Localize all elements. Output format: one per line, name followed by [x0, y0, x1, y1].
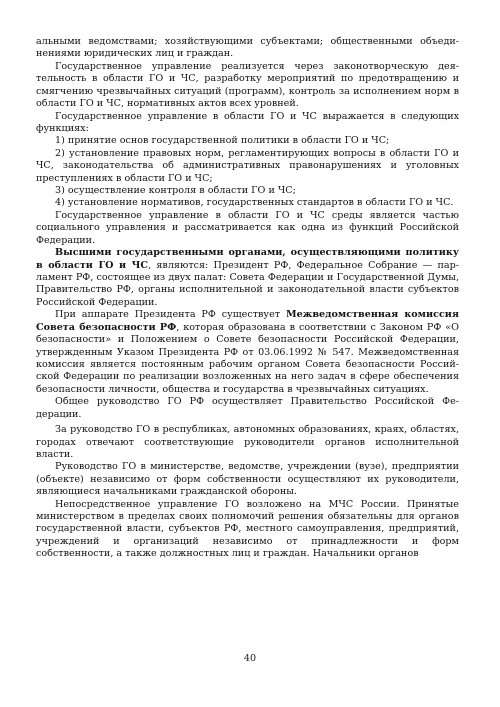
- paragraph-interagency-commission: [36, 309, 459, 396]
- list-item-2: [36, 148, 459, 185]
- paragraph-general-leadership: [36, 396, 459, 421]
- paragraph-text: , которая образована в соответствии с Законом РФ «О безопасности» и Положением о Совете безопасности Российской Федерации, утвержденным Указом Президента РФ от 03.06.1992 № 547. Межведомственная комиссия является постоянным рабочим органом Совета безопасности Российской Федерации по реализации возложенных на него задач в сфере обеспечения безопасности личности, общества и государства в чрезвычайных ситуациях.: [36, 321, 459, 395]
- paragraph-highest-bodies: [36, 247, 459, 309]
- list-item-text: 3) осуществление контроля в области ГО и ЧС;: [55, 185, 296, 197]
- list-item-text: 1) принятие основ государственной политики в области ГО и ЧС;: [55, 135, 390, 147]
- paragraph-ministry-leadership: [36, 461, 459, 498]
- paragraph-text: Руководство ГО в министерстве, ведомстве, учреждении (вузе), предприятии (объекте) независимо от форм собственности осуществляют их руководители, являющиеся начальниками гражданской обороны.: [36, 461, 459, 498]
- paragraph-lead-text: При аппарате Президента РФ существует: [55, 309, 286, 321]
- bold-term: Высшими государственными органами, осуществляющими политику в области ГО и ЧС: [36, 247, 459, 271]
- paragraph-continuation: [36, 36, 459, 61]
- paragraph-social-management: [36, 210, 459, 247]
- paragraph-text: Государственное управление в области ГО и ЧС выражается в следующих функциях:: [36, 110, 459, 134]
- paragraph-text: Общее руководство ГО РФ осуществляет Правительство Российской Федерации.: [36, 396, 459, 420]
- paragraph-functions-intro: [36, 111, 459, 136]
- paragraph-text: За руководство ГО в республиках, автономных образованиях, краях, областях, городах отвечают соответствующие руководители органов исполнительной власти.: [36, 424, 459, 460]
- list-item-4: [36, 197, 459, 209]
- paragraph-text: Непосредственное управление ГО возложено на МЧС России. Принятые министерством в пределах своих полномочий решения обязательны для органов государственной власти, субъектов РФ, местного самоуправления, предприятий, учреждений и организаций независимо от принадлежности и форм собственности, а также должностных лиц и граждан. Начальники органов: [36, 498, 459, 560]
- paragraph-text: Государственное управление реализуется через законотворческую деятельность в области ГО и ЧС, разработку мероприятий по предотвращению и смягчению чрезвычайных ситуаций (программ), контроль за исполнением норм в области ГО и ЧС, нормативных актов всех уровней.: [36, 60, 459, 110]
- paragraph-direct-management: [36, 499, 459, 561]
- list-item-text: 4) установление нормативов, государственных стандартов в области ГО и ЧС.: [55, 197, 454, 209]
- paragraph-text: альными ведомствами; хозяйствующими субъектами; общественными объединениями юридических лиц и граждан.: [36, 36, 459, 60]
- list-item-1: [36, 135, 459, 147]
- paragraph-regional-leadership: [36, 424, 459, 461]
- bold-term: Межведомственная комиссия Совета безопасности РФ: [36, 309, 459, 333]
- list-item-text: 2) установление правовых норм, регламентирующих вопросы в области ГО и ЧС, законодательства об административных правонарушениях и уголовных преступлениях в области ГО и ЧС;: [36, 147, 459, 184]
- list-item-3: [36, 185, 459, 197]
- page-number: 40: [243, 653, 257, 664]
- paragraph-text: Государственное управление в области ГО и ЧС среды является частью социального управления и рассматривается как одна из функций Российской Федерации.: [36, 209, 459, 246]
- body-text: [36, 36, 459, 561]
- paragraph-state-management: [36, 61, 459, 111]
- paragraph-text: , являются: Президент РФ, Федеральное Собрание — парламент РФ, состоящее из двух палат: Совета Федерации и Государственной Думы, Правительство РФ, органы исполнительной и законодательной власти субъектов Российской Федерации.: [36, 259, 460, 308]
